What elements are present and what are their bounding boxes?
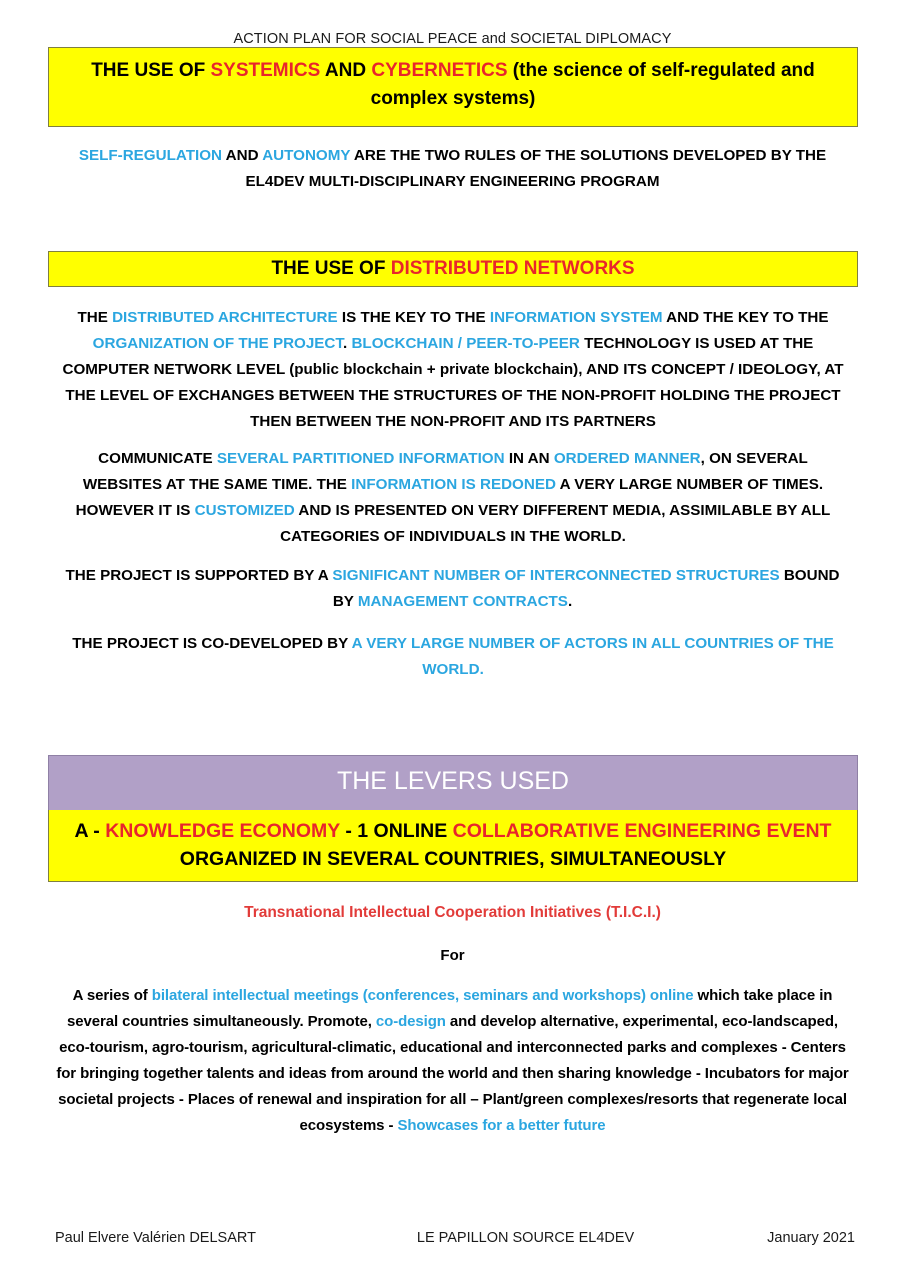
seg-management-contracts: MANAGEMENT CONTRACTS [357,593,568,610]
banner-systemics-line2: complex systems) [370,87,536,109]
banner-levers-title: THE LEVERS USED [336,767,569,795]
paragraph-self-regulation [55,143,850,195]
seg-period: . [343,335,352,352]
banner-systemics-seg-and: AND [320,60,372,81]
seg-information-system: INFORMATION SYSTEM [489,309,663,326]
seg-and-the-key-to-the: AND THE KEY TO THE [662,309,829,326]
banner-levers-used [48,755,858,810]
seg-organization-of-the-project: ORGANIZATION OF THE PROJECT [92,335,343,352]
tici-heading-text: Transnational Intellectual Cooperation Initiatives (T.I.C.I.) [244,904,661,921]
paragraph-supported-by [55,563,850,615]
seg-technology-used: TECHNOLOGY IS USED AT THE COMPUTER NETWORK LEVEL (public blockchain + private blockchain), AND ITS CONCEPT / IDEOLOGY, AT THE LEVEL OF EXCHANGES BETWEEN THE STRUCTURES OF THE NON-PROFIT HOLDING THE PROJECT THEN BETWEEN THE NON-PROFIT AND ITS PARTNERS [62,335,844,430]
seg-the: THE [77,309,113,326]
seg-two-rules: ARE THE TWO RULES OF THE SOLUTIONS DEVELOPED BY THE EL4DEV MULTI-DISCIPLINARY ENGINEERING PROGRAM [245,147,827,190]
banner-systemics-cybernetics [48,47,858,127]
banner-systemics-seg-cybernetics: CYBERNETICS [371,60,508,81]
seg-showcases-better-future: Showcases for a better future [397,1117,606,1134]
banner-knowledge-line2: ORGANIZED IN SEVERAL COUNTRIES, SIMULTANEOUSLY [179,847,727,870]
seg-collaborative-engineering-event: COLLABORATIVE ENGINEERING EVENT [452,820,832,842]
seg-codeveloped-period: . [479,661,484,678]
seg-blockchain-peer-to-peer: BLOCKCHAIN / PEER-TO-PEER [351,335,580,352]
seg-communicate: COMMUNICATE [98,450,217,467]
seg-actors-all-countries: A VERY LARGE NUMBER OF ACTORS IN ALL COUNTRIES OF THE WORLD [351,635,834,678]
seg-project-supported: THE PROJECT IS SUPPORTED BY A [65,567,333,584]
seg-on-several-websites: , ON SEVERAL WEBSITES AT THE SAME TIME. THE [82,450,808,493]
banner-distributed-networks [48,251,858,287]
seg-interconnected-structures: SIGNIFICANT NUMBER OF INTERCONNECTED STRUCTURES [332,567,780,584]
footer-author: Paul Elvere Valérien DELSART [55,1230,256,1246]
tici-for-text: For [440,947,465,964]
paragraph-distributed-architecture [52,305,854,435]
seg-ordered-manner: ORDERED MANNER [553,450,701,467]
paragraph-series-of-meetings [55,983,850,1139]
banner-systemics-seg-science: (the science of self-regulated and [507,60,815,81]
banner-networks-line [61,256,845,283]
seg-is-the-key-to-the: IS THE KEY TO THE [337,309,490,326]
footer-center-title: LE PAPILLON SOURCE EL4DEV [416,1230,635,1246]
seg-1-online: - 1 ONLINE [339,820,453,842]
banner-systemics-seg-systemics: SYSTEMICS [210,60,321,81]
seg-a-dash: A - [74,820,106,842]
seg-bilateral-meetings: bilateral intellectual meetings (conferences, seminars and workshops) online [151,987,694,1004]
banner-networks-seg-distributed-networks: DISTRIBUTED NETWORKS [390,258,635,279]
paragraph-co-developed [60,631,846,683]
banner-knowledge-line1 [57,818,849,846]
seg-and: AND [221,147,263,164]
seg-a-series-of: A series of [72,987,152,1004]
tici-for-label [55,943,850,969]
seg-bound-by: BOUND BY [332,567,840,610]
seg-which-take-place: which take place in several countries simultaneously. Promote, [67,987,833,1030]
seg-customized: CUSTOMIZED [194,502,295,519]
seg-develop-alternative: and develop alternative, experimental, eco-landscaped, eco-tourism, agro-tourism, agricultural-climatic, educational and interconnected parks and complexes - Centers for bringing together talents and ideas from around the world and then sharing knowledge - Incubators for major societal projects - Places of renewal and inspiration for all – Plant/green complexes/resorts that regenerate local ecosystems - [56,1013,849,1134]
tici-heading [55,900,850,926]
seg-information-is-redoned: INFORMATION IS REDONED [351,476,556,493]
seg-presented-media: AND IS PRESENTED ON VERY DIFFERENT MEDIA, ASSIMILABLE BY ALL CATEGORIES OF INDIVIDUALS IN THE WORLD. [280,502,831,545]
seg-co-design: co-design [375,1013,446,1030]
banner-systemics-line1 [67,57,839,85]
seg-autonomy: AUTONOMY [262,147,351,164]
seg-self-regulation: SELF-REGULATION [78,147,222,164]
banner-systemics-seg-the-use-of: THE USE OF [91,60,211,81]
banner-networks-seg-the-use-of: THE USE OF [271,258,391,279]
paragraph-communicate [60,446,846,550]
footer-date: January 2021 [767,1230,855,1246]
running-header: ACTION PLAN FOR SOCIAL PEACE and SOCIETAL DIPLOMACY [233,31,672,47]
seg-distributed-architecture: DISTRIBUTED ARCHITECTURE [112,309,338,326]
seg-several-partitioned-information: SEVERAL PARTITIONED INFORMATION [216,450,505,467]
seg-in-an: IN AN [504,450,554,467]
seg-project-co-developed: THE PROJECT IS CO-DEVELOPED BY [72,635,352,652]
seg-knowledge-economy: KNOWLEDGE ECONOMY [105,820,340,842]
seg-very-large-number: A VERY LARGE NUMBER OF TIMES. HOWEVER IT IS [75,476,824,519]
page-footer [55,1230,855,1246]
seg-supported-period: . [567,593,573,610]
banner-knowledge-economy [48,810,858,882]
